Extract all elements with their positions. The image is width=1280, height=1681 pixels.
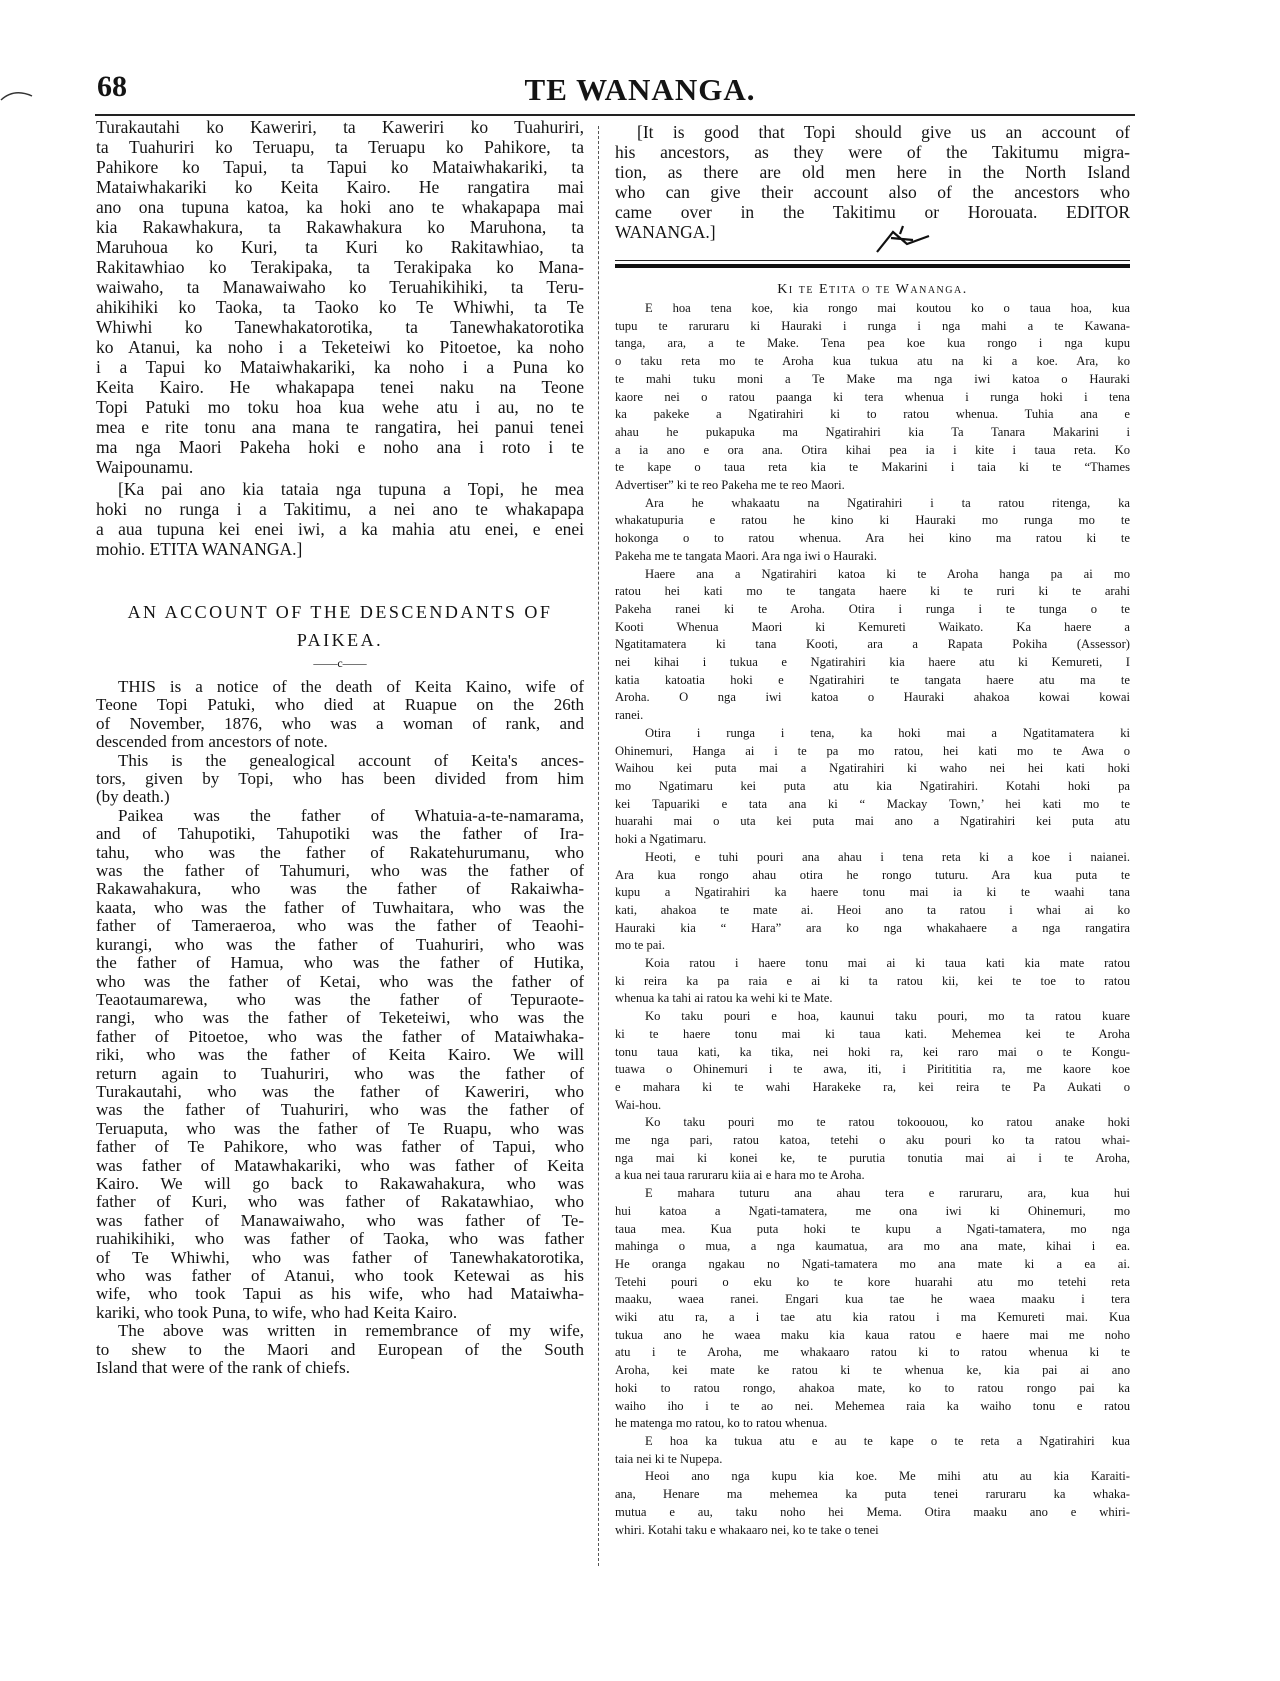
text-line: Heoti, e tuhi pouri ana ahau i tena reta ki a koe i naianei. — [645, 849, 1130, 864]
text-line: wife, who took Tapui as his wife, who had Mataiwha- — [96, 1284, 584, 1304]
text-line: Topi Patuki mo toku hoa kua wehe atu i au, no te — [96, 397, 584, 417]
text-line: whiri. Kotahi taku e whakaaro nei, ko te take o tenei — [615, 1522, 879, 1537]
text-line: kia Rakawhakura, ta Rakawhakura ko Maruhona, ta — [96, 217, 584, 237]
text-line: kurangi, who was the father of Tuahuriri, who was — [96, 934, 584, 954]
text-line: mo te pai. — [615, 938, 666, 953]
header-rule — [95, 114, 1135, 116]
text-line: Ko taku pouri mo te ratou tokoouou, ko ratou anake hoki — [645, 1115, 1130, 1130]
text-line: of November, 1876, who was a woman of rank, and — [96, 713, 584, 733]
text-line: tukua ano he waea maku kia kaua ratou e haere mai me noho — [615, 1327, 1130, 1342]
page-number: 68 — [97, 70, 127, 103]
paragraph — [96, 1322, 584, 1377]
paragraph — [615, 849, 1130, 955]
newspaper-title: TE WANANGA. — [524, 72, 756, 107]
paragraph — [615, 1114, 1130, 1185]
text-line: i a Tapui ko Mataiwhakariki, ka noho i a Puna ko — [96, 357, 584, 377]
text-line: me nga pari, ratou katoa, tetehi o aku pouri ko ta ratou whai- — [615, 1133, 1130, 1148]
text-line: ko Atanui, ka noho i a Teketeiwi ko Pitoetoe, ka noho — [96, 337, 584, 357]
text-line: ta Tuahuriri ko Teruapu, ta Teruapu ko Pahikore, ta — [96, 137, 584, 157]
text-line: kaata, who was the father of Tuwhaitara, who was the — [96, 897, 584, 917]
letter-section — [615, 300, 1130, 1539]
text-line: Turakautahi, who was the father of Kaweriri, who — [96, 1081, 584, 1101]
text-line: mohio. ETITA WANANGA.] — [96, 539, 303, 559]
text-line: Hauraki kia “ Hara” ara ko nga whakahaere a nga rangatira — [615, 920, 1130, 935]
account-heading-line: PAIKEA. — [296, 630, 384, 650]
text-line: was the father of Tuahuriri, who was the father of — [96, 1100, 584, 1120]
text-line: he matenga mo ratou, ko to ratou whenua. — [615, 1416, 828, 1431]
text-line: The above was written in remembrance of my wife, — [118, 1321, 584, 1341]
text-line: a ia ano e ora ana. Otira kihai pea ia i kite i taua reta. Ko — [615, 442, 1130, 457]
paragraph — [96, 117, 584, 477]
text-line: tion, as there are old men here in the North Island — [615, 162, 1130, 182]
maori-genealogy-section — [96, 117, 584, 559]
text-line: was father of Manawaiwaho, who was father of Te- — [96, 1210, 584, 1230]
text-line: father of Tameraeroa, who was the father of Teaohi- — [96, 916, 584, 936]
text-line: [Ka pai ano kia tataia nga tupuna a Topi, he mea — [118, 479, 584, 499]
text-line: katia katoatia hoki e Ngatirahiri te tangata haere atu ma te — [615, 672, 1130, 687]
text-line: E hoa tena koe, kia rongo mai koutou ko o taua hoa, kua — [645, 301, 1130, 315]
text-line: of Te Whiwhi, who was father of Tanewhakatorotika, — [96, 1247, 584, 1267]
text-line: e mahara ki te wahi Harakeke ra, kei reira te Pa Aukati o — [615, 1079, 1130, 1094]
text-line: maaku, waea ranei. Engari kua tae he waea maaku i tera — [615, 1292, 1130, 1307]
text-line: Ngatitamatera ki tana Kooti, ara a Rapata Pokiha (Assessor) — [615, 637, 1130, 652]
text-line: father of Kuri, who was father of Rakatawhiao, who — [96, 1192, 584, 1212]
text-line: tors, given by Topi, who has been divided from him — [96, 769, 584, 789]
text-line: was father of Matawhakariki, who was father of Keita — [96, 1155, 584, 1175]
text-line: hoki no runga i a Takitimu, a nei ano te whakapapa — [96, 499, 584, 519]
text-line: ruahikihiki, who was father of Taoka, who was father — [96, 1229, 584, 1249]
text-line: kei Tapuariki e tata ana ki “ Mackay Town,’ hei kati mo te — [615, 796, 1130, 811]
text-line: Tetehi pouri o eku ko te kore huarahi atu mo tetehi reta — [615, 1274, 1130, 1289]
text-line: Mataiwhakariki ko Keita Kairo. He rangatira mai — [96, 177, 584, 197]
paragraph — [615, 1008, 1130, 1114]
text-line: Ko taku pouri e hoa, kaunui taku pouri, mo ta ratou kuare — [645, 1009, 1130, 1024]
column-divider — [598, 126, 599, 1566]
text-line: his ancestors, as they were of the Takitumu migra- — [615, 142, 1130, 162]
text-line: Pakeha ranei ki te Aroha. Otira i runga i te tunga o te — [615, 601, 1130, 616]
text-line: Heoi ano nga kupu kia koe. Me mihi atu au kia Karaiti- — [645, 1469, 1130, 1484]
text-line: hokonga o to ratou whenua. Ara hei kino ma ratou ki te — [615, 531, 1130, 546]
paragraph — [96, 479, 584, 559]
text-line: tahu, who was the father of Rakatehurumanu, who — [96, 842, 584, 862]
text-line: te kape o taua reta kia te Makarini i taia ki te “Thames — [615, 460, 1130, 475]
text-line: mo Ngatimaru kei puta atu kia Ngatirahiri. Kotahi hoki pa — [615, 778, 1130, 793]
text-line: tonu taua kati, ka tika, nei hoki ra, kei raro mai o te Kongu- — [615, 1044, 1130, 1059]
text-line: Advertiser” ki te reo Pakeha me te reo Maori. — [615, 478, 845, 493]
handwritten-mark-icon — [873, 222, 933, 258]
text-line: E mahara tuturu ana ahau tera e raruraru, ara, kua hui — [645, 1186, 1130, 1201]
text-line: Kairo. We will go back to Rakawahakura, who was — [96, 1173, 584, 1193]
text-line: who was the father of Ketai, who was the father of — [96, 971, 584, 991]
text-line: ahikihiki ko Taoka, ta Taoko ko Te Whiwhi, ta Te — [96, 297, 584, 317]
text-line: ranei. — [615, 708, 644, 723]
text-line: Otira i runga i tena, ka hoki mai a Ngatitamatera ki — [645, 725, 1130, 740]
paragraph — [615, 300, 1130, 495]
text-line: father of Te Pahikore, who was father of Tapui, who — [96, 1137, 584, 1157]
paragraph — [615, 495, 1130, 566]
text-line: Paikea was the father of Whatuia-a-te-namarama, — [118, 805, 584, 825]
text-line: Teone Topi Patuki, who died at Ruapue on the 26th — [96, 695, 584, 715]
paragraph — [615, 955, 1130, 1008]
text-line: Ohinemuri, Hanga ai i te pa mo ratou, hei kati mo te Awa o — [615, 743, 1130, 758]
text-line: whenua ka tahi ai ratou ka wehi ki te Mate. — [615, 991, 833, 1006]
text-line: Aroha, kei mate ke ratou ki te whenua ke, kia pai ai ano — [615, 1363, 1130, 1378]
text-line: Pahikore ko Tapui, ta Tapui ko Mataiwhakariki, ta — [96, 157, 584, 177]
text-line: taia nei ki te Nupepa. — [615, 1451, 723, 1466]
text-line: descended from ancestors of note. — [96, 732, 328, 752]
text-line: (by death.) — [96, 787, 170, 807]
text-line: Koia ratou i haere tonu mai ai ki taua kati kia mate ratou — [645, 956, 1130, 971]
text-line: ano ona tupuna katoa, ka hoki ano te whakapapa mai — [96, 197, 584, 217]
text-line: who can give their account also of the ancestors who — [615, 182, 1130, 202]
paragraph — [615, 725, 1130, 849]
text-line: Teruaputa, who was the father of Te Ruapu, who was — [96, 1118, 584, 1138]
text-line: return again to Tuahuriri, who was the father of — [96, 1063, 584, 1083]
text-line: waiho iho i te ao nei. Mehemea raia ka waiho tonu e ratou — [615, 1398, 1130, 1413]
text-line: o taku reta mo te Aroha kua tukua atu na ki a koe. Ara, ko — [615, 354, 1130, 369]
text-line: and of Tahupotiki, Tahupotiki was the father of Ira- — [96, 824, 584, 844]
account-heading-line: AN ACCOUNT OF THE DESCENDANTS OF — [127, 602, 553, 622]
text-line: ana, Henare ma mehemea ka puta tenei raruraru ka whaka- — [615, 1487, 1130, 1502]
text-line: hoki to ratou rongo, ahakoa mate, ko to ratou rongo pai ka — [615, 1380, 1130, 1395]
text-line: Ara he whakaatu na Ngatirahiri i ta ratou ritenga, ka — [645, 495, 1130, 510]
text-line: Waihou kei puta mai a Ngatirahiri ki waho nei hei kati hoki — [615, 761, 1130, 776]
text-line: ki reira ka pa raia e ai ki ta ratou kii, kei te toe to ratou — [615, 973, 1130, 988]
text-line: a kua nei taua raruraru kiia ai e hara mo te Aroha. — [615, 1168, 865, 1183]
text-line: Wai-hou. — [615, 1097, 662, 1112]
text-line: tanga, ara, a te Make. Tena pea koe kua rongo i nga kupu — [615, 336, 1130, 351]
heading-ornament: ——c—— — [313, 656, 367, 670]
text-line: nei kihai i tukua e Ngatirahiri kia haere atu ki Kemureti, I — [615, 655, 1130, 670]
text-line: nga mai ki konei ke, te purutia tonutia mai ai i te Aroha, — [615, 1150, 1130, 1165]
text-line: [It is good that Topi should give us an account of — [637, 122, 1130, 142]
text-line: taua mea. Kua puta hoki te kupu a Ngati-tamatera, mo nga — [615, 1221, 1130, 1236]
text-line: Aroha. O nga iwi katoa o Hauraki ahakoa kowai kowai — [615, 690, 1130, 705]
text-line: kariki, who took Puna, to wife, who had Keita Kairo. — [96, 1302, 458, 1322]
text-line: Rakawahakura, who was the father of Rakaiwha- — [96, 879, 584, 899]
text-line: was the father of Tahumuri, who was the father of — [96, 861, 584, 881]
text-line: Waipounamu. — [96, 457, 194, 477]
text-line: ratou hei kati mo te tangata haere ki te ruri ki te arahi — [615, 584, 1130, 599]
text-line: hui katoa a Ngati-tamatera, me ona iwi ki Ohinemuri, mo — [615, 1203, 1130, 1218]
text-line: hoki a Ngatimaru. — [615, 832, 707, 847]
text-line: rangi, who was the father of Teketeiwi, who was the — [96, 1008, 584, 1028]
text-line: wiki atu ra, a i tae atu kia ratou i ma Kemureti mai. Kua — [615, 1310, 1130, 1325]
text-line: He oranga ngakau no Ngati-tamatera mo ana mate ki a ea ai. — [615, 1256, 1130, 1271]
text-line: Whiwhi ko Tanewhakatorotika, ta Tanewhakatorotika — [96, 317, 584, 337]
text-line: mea e rite tonu ana mana te rangatira, hei panui tenei — [96, 417, 584, 437]
text-line: ki te haere tonu mai ki taua kati. Mehemea kei te Aroha — [615, 1026, 1130, 1041]
text-line: tuawa o Ohinemuri i te awa, iti, i Piritititia ra, me kaore koe — [615, 1062, 1130, 1077]
text-line: atu i te Aroha, me whakaaro ratou ki to ratou whenua ki te — [615, 1345, 1130, 1360]
text-line: a aua tupuna kei enei iwi, a ka mahia atu enei, e enei — [96, 519, 584, 539]
text-line: mahinga o mua, a nga kaumatua, ara mo ana mate, kihai i ea. — [615, 1239, 1130, 1254]
paragraph — [615, 1433, 1130, 1468]
text-line: the father of Hamua, who was the father of Hutika, — [96, 953, 584, 973]
text-line: Keita Kairo. He whakapapa tenei naku na Teone — [96, 377, 584, 397]
text-line: to shew to the Maori and European of the South — [96, 1339, 584, 1359]
text-line: kaore nei o ratou paanga ki tera whenua i runga hoki i tena — [615, 389, 1130, 404]
text-line: tupu te raruraru ki Hauraki i runga i nga mahi a te Kawana- — [615, 318, 1130, 333]
text-line: riki, who was the father of Keita Kairo. We will — [96, 1045, 584, 1065]
text-line: kati, ahakoa te mate ai. Heoi ano ta ratou i whai ai ko — [615, 902, 1130, 917]
text-line: THIS is a notice of the death of Keita Kaino, wife of — [118, 677, 584, 696]
text-line: came over in the Takitimu or Horouata. EDITOR — [615, 202, 1130, 222]
text-line: Pakeha me te tangata Maori. Ara nga iwi o Hauraki. — [615, 548, 877, 563]
descendants-account-section — [96, 678, 584, 1377]
text-line: Teaotaumarewa, who was the father of Tepuraote- — [96, 989, 584, 1009]
text-line: ka pakeke a Ngatirahiri ki to ratou whenua. Tuhia ana e — [615, 407, 1130, 422]
text-line: ma nga Maori Pakeha hoki e noho ana i roto i te — [96, 437, 584, 457]
paragraph — [96, 678, 584, 752]
paragraph — [96, 752, 584, 807]
text-line: Turakautahi ko Kaweriri, ta Kaweriri ko Tuahuriri, — [96, 117, 584, 137]
paragraph — [615, 1468, 1130, 1539]
text-line: te mahi tuku moni a Te Make ma nga iwi katoa o Hauraki — [615, 371, 1130, 386]
paragraph — [615, 1185, 1130, 1433]
text-line: ahau he pukapuka ma Ngatirahiri kia Ta Tanara Makarini i — [615, 424, 1130, 439]
text-line: Kooti Whenua Maori ki Kemureti Waikato. Ka haere a — [615, 619, 1130, 634]
text-line: mutua e au, taku noho hei Mema. Otira maaku ano e whiri- — [615, 1504, 1130, 1519]
text-line: whakatupuria e ratou he kino ki Hauraki mo runga mo te — [615, 513, 1130, 528]
text-line: E hoa ka tukua atu e au te kape o te reta a Ngatirahiri kua — [645, 1434, 1130, 1448]
text-line: who was father of Atanui, who took Ketewai as his — [96, 1266, 584, 1285]
text-line: Ara kua rongo ahau otira he rongo tuturu. Ara kua puta te — [615, 867, 1130, 882]
text-line: Island that were of the rank of chiefs. — [96, 1358, 350, 1378]
paragraph — [615, 566, 1130, 725]
text-line: WANANGA.] — [615, 222, 716, 242]
letter-heading: Ki te Etita o te Wananga. — [777, 282, 968, 297]
text-line: Maruhoua ko Kuri, ta Kuri ko Rakitawhiao, ta — [96, 237, 584, 257]
text-line: huarahi mai o uta kei puta mai ano a Ngatirahiri kei puta atu — [615, 814, 1130, 829]
account-heading — [96, 598, 584, 654]
text-line: Rakitawhiao ko Terakipaka, ta Terakipaka ko Mana- — [96, 257, 584, 277]
text-line: This is the genealogical account of Keita's ances- — [118, 750, 584, 770]
text-line: kupu a Ngatirahiri ka haere tonu mai ia ki te waahi tana — [615, 885, 1130, 900]
text-line: father of Pitoetoe, who was the father of Mataiwhaka- — [96, 1026, 584, 1046]
text-line: waiwaho, ta Manawaiwaho ko Teruahikihiki, ta Teru- — [96, 277, 584, 297]
text-line: Haere ana a Ngatirahiri katoa ki te Aroha hanga pa ai mo — [645, 566, 1130, 581]
section-double-rule — [615, 260, 1130, 268]
paragraph — [96, 807, 584, 1322]
